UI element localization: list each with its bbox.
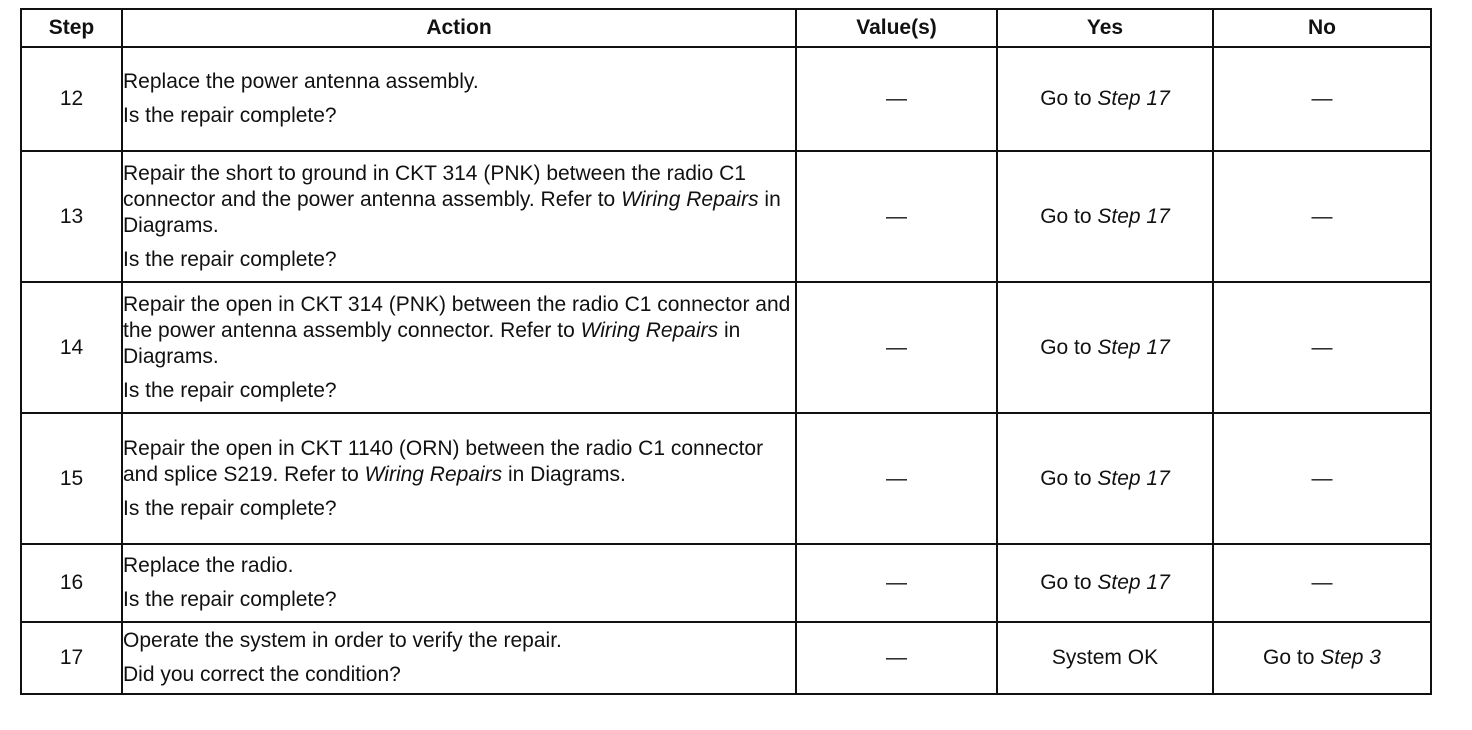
action-reference: Wiring Repairs <box>580 318 719 342</box>
yes-target: Step 17 <box>1097 571 1170 594</box>
value-dash: — <box>886 646 907 669</box>
action-instruction <box>123 69 795 95</box>
table-body <box>21 47 1431 694</box>
table-row <box>21 413 1431 544</box>
action-text: Repair the short to ground in CKT 314 (PNK) between the radio C1 connector and the power antenna assembly. Refer to <box>123 161 746 211</box>
value-dash: — <box>886 335 907 359</box>
action-cell <box>122 622 796 694</box>
no-target: Step 3 <box>1320 646 1381 669</box>
action-instruction <box>123 553 795 579</box>
action-reference: Wiring Repairs <box>364 462 503 486</box>
no-prefix: Go to <box>1263 646 1321 669</box>
table-row <box>21 47 1431 151</box>
value-cell <box>796 151 997 282</box>
yes-cell <box>997 622 1213 694</box>
action-question: Is the repair complete? <box>123 104 337 127</box>
value-cell <box>796 544 997 622</box>
no-cell <box>1213 151 1431 282</box>
value-dash: — <box>886 87 907 110</box>
yes-target: Step 17 <box>1097 466 1170 490</box>
no-dash: — <box>1311 335 1333 359</box>
header-yes: Yes <box>997 9 1213 47</box>
step-number: 15 <box>21 413 122 544</box>
action-cell <box>122 282 796 413</box>
step-number: 17 <box>21 622 122 694</box>
table-row <box>21 151 1431 282</box>
header-step: Step <box>21 9 122 47</box>
no-dash: — <box>1311 571 1333 594</box>
no-dash: — <box>1311 466 1333 490</box>
no-cell <box>1213 282 1431 413</box>
value-cell <box>796 622 997 694</box>
yes-target: Step 17 <box>1097 204 1170 228</box>
action-question: Is the repair complete? <box>123 588 337 611</box>
action-cell <box>122 47 796 151</box>
step-number: 13 <box>21 151 122 282</box>
yes-prefix: Go to <box>1040 87 1098 110</box>
action-instruction <box>123 292 795 370</box>
action-question: Did you correct the condition? <box>123 663 401 686</box>
action-instruction <box>123 436 795 488</box>
action-cell <box>122 413 796 544</box>
table-row <box>21 544 1431 622</box>
value-cell <box>796 47 997 151</box>
action-text: in Diagrams. <box>502 462 626 486</box>
action-text: Replace the power antenna assembly. <box>123 70 479 93</box>
diagnostic-table <box>20 8 1432 695</box>
value-cell <box>796 413 997 544</box>
table-row <box>21 282 1431 413</box>
step-number: 12 <box>21 47 122 151</box>
header-row <box>21 9 1431 47</box>
header-values: Value(s) <box>796 9 997 47</box>
yes-prefix: Go to <box>1040 466 1098 490</box>
yes-target: Step 17 <box>1097 335 1170 359</box>
no-cell <box>1213 47 1431 151</box>
value-cell <box>796 282 997 413</box>
step-number: 14 <box>21 282 122 413</box>
action-text: Repair the open in CKT 314 (PNK) between the radio C1 connector and the power antenna assembly connector. Refer to <box>123 292 791 342</box>
yes-cell <box>997 544 1213 622</box>
value-dash: — <box>886 204 907 228</box>
yes-cell <box>997 413 1213 544</box>
step-number: 16 <box>21 544 122 622</box>
header-action: Action <box>122 9 796 47</box>
value-dash: — <box>886 466 907 490</box>
yes-prefix: Go to <box>1040 571 1098 594</box>
action-cell <box>122 151 796 282</box>
action-text: Repair the open in CKT 1140 (ORN) between the radio C1 connector and splice S219. Refer to <box>123 436 764 486</box>
no-cell <box>1213 413 1431 544</box>
yes-target: Step 17 <box>1097 87 1170 110</box>
yes-prefix: Go to <box>1040 335 1098 359</box>
action-text: in Diagrams. <box>123 318 741 368</box>
action-instruction <box>123 628 795 654</box>
no-dash: — <box>1311 204 1333 228</box>
yes-prefix: Go to <box>1040 204 1098 228</box>
yes-cell <box>997 47 1213 151</box>
value-dash: — <box>886 571 907 594</box>
action-text: in Diagrams. <box>123 187 781 237</box>
header-no: No <box>1213 9 1431 47</box>
yes-prefix: System OK <box>1051 646 1159 669</box>
no-cell <box>1213 544 1431 622</box>
yes-cell <box>997 282 1213 413</box>
action-reference: Wiring Repairs <box>621 187 759 211</box>
action-text: Operate the system in order to verify the repair. <box>123 629 562 652</box>
no-dash: — <box>1311 87 1333 110</box>
action-text: Replace the radio. <box>123 554 294 577</box>
action-question: Is the repair complete? <box>123 247 337 271</box>
action-cell <box>122 544 796 622</box>
action-question: Is the repair complete? <box>123 496 337 520</box>
action-question: Is the repair complete? <box>123 378 337 402</box>
action-instruction <box>123 161 795 239</box>
yes-cell <box>997 151 1213 282</box>
table-row <box>21 622 1431 694</box>
no-cell <box>1213 622 1431 694</box>
